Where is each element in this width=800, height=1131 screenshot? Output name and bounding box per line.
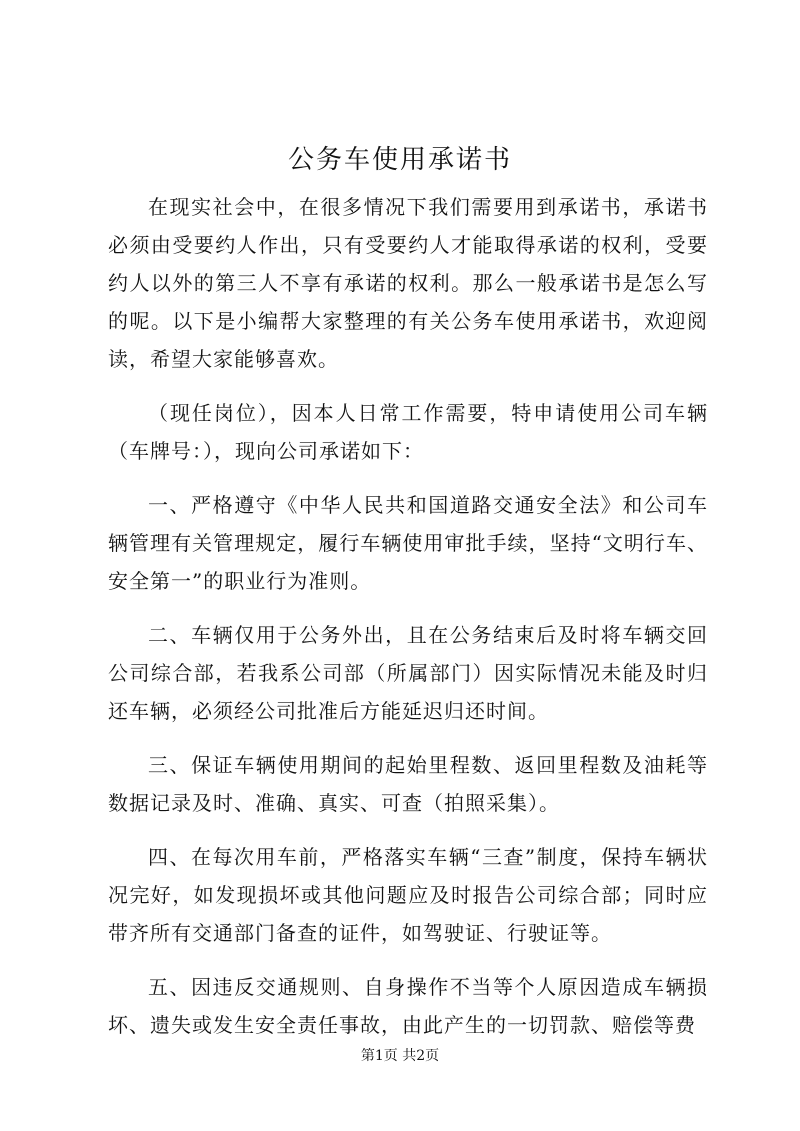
paragraph-item-3: 三、保证车辆使用期间的起始里程数、返回里程数及油耗等数据记录及时、准确、真实、可查（拍照采集）。 (108, 753, 708, 815)
paragraph-item-2: 二、车辆仅用于公务外出，且在公务结束后及时将车辆交回公司综合部，若我系公司部（所属部门）因实际情况未能及时归还车辆，必须经公司批准后方能延迟归还时间。 (108, 623, 708, 723)
paragraph-applicant: （现任岗位），因本人日常工作需要，特申请使用公司车辆（车牌号：），现向公司承诺如下： (108, 401, 708, 463)
paragraph-item-5: 五、因违反交通规则、自身操作不当等个人原因造成车辆损坏、遗失或发生安全责任事故，由此产生的一切罚款、赔偿等费 (108, 975, 708, 1037)
paragraph-item-4: 四、在每次用车前，严格落实车辆“三查”制度，保持车辆状况完好，如发现损坏或其他问题应及时报告公司综合部；同时应带齐所有交通部门备查的证件，如驾驶证、行驶证等。 (108, 845, 708, 945)
document-title: 公务车使用承诺书 (287, 145, 512, 175)
page-footer: 第1页 共2页 (360, 1048, 440, 1064)
document-body (108, 188, 708, 1060)
paragraph-intro: 在现实社会中，在很多情况下我们需要用到承诺书，承诺书必须由受要约人作出，只有受要约人才能取得承诺的权利，受要约人以外的第三人不享有承诺的权利。那么一般承诺书是怎么写的呢。以下是小编帮大家整理的有关公务车使用承诺书，欢迎阅读，希望大家能够喜欢。 (108, 195, 708, 371)
paragraph-item-1: 一、严格遵守《中华人民共和国道路交通安全法》和公司车辆管理有关管理规定，履行车辆使用审批手续，坚持“文明行车、安全第一”的职业行为准则。 (108, 493, 708, 593)
